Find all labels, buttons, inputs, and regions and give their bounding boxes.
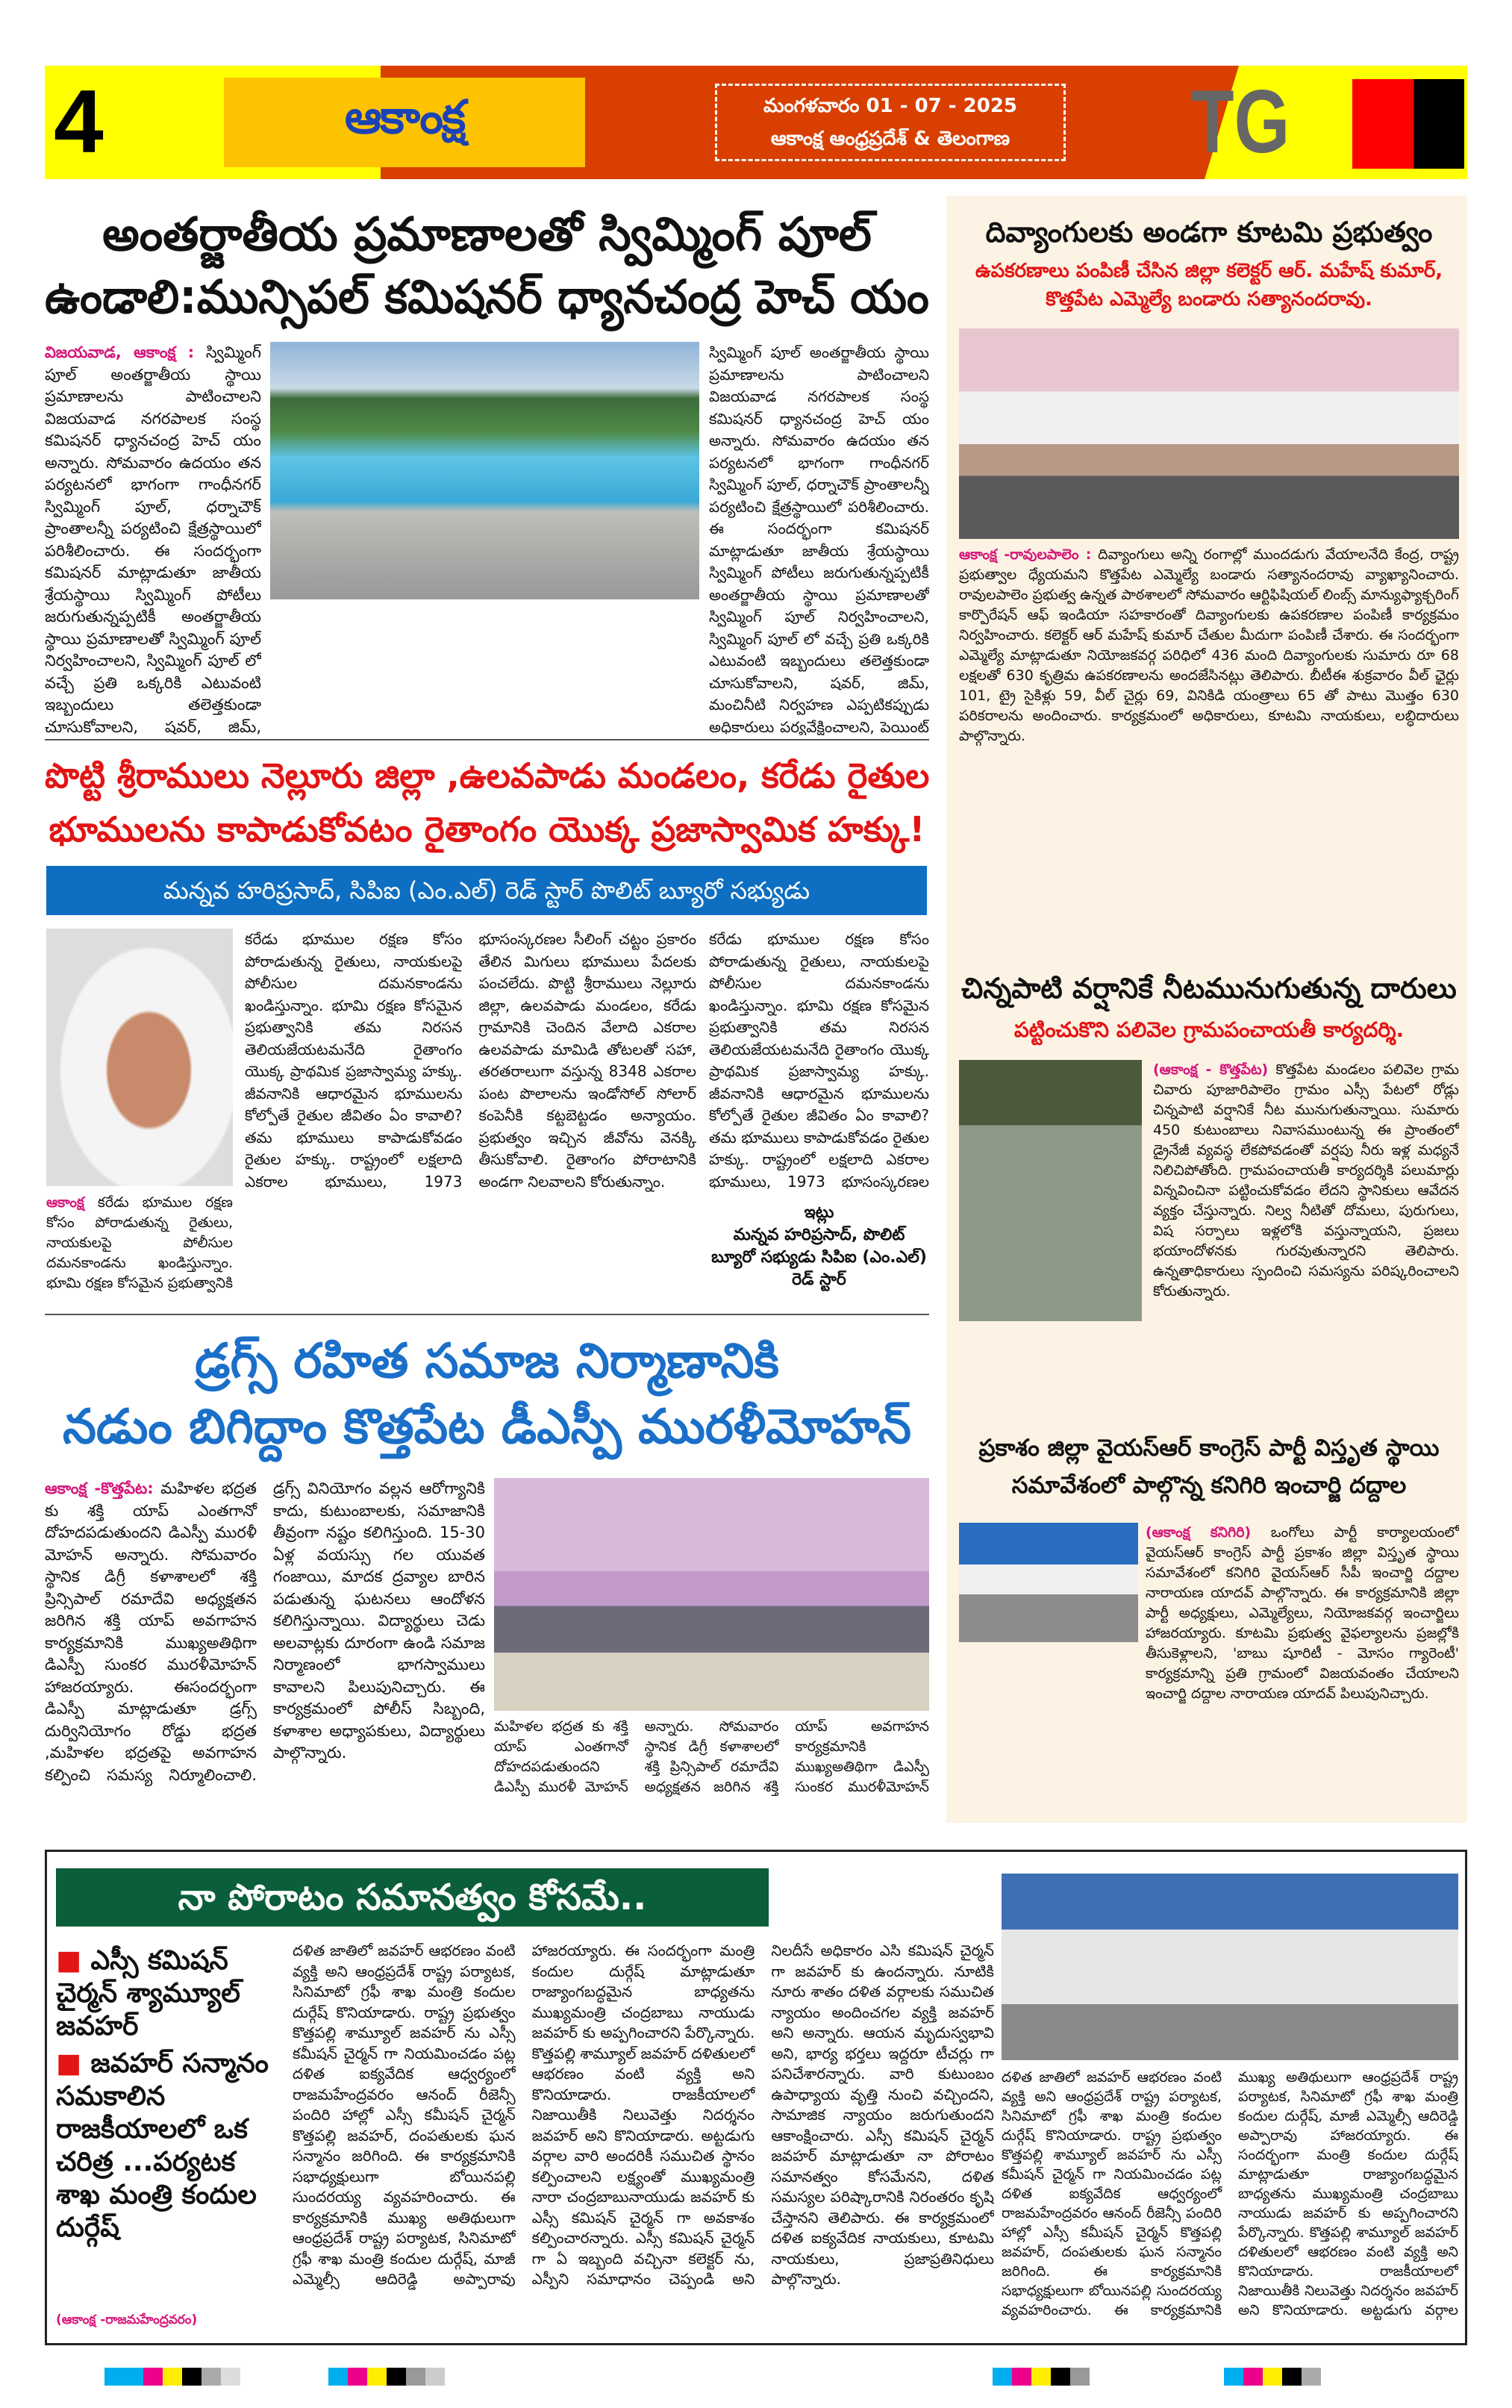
dateline: ఆకాంక్ష -కొత్తపేట: [45,1479,154,1497]
farmers-headline [45,749,929,858]
headline-line: పొట్టి శ్రీరాములు నెల్లూరు జిల్లా ,ఉలవపాడు మండలం, కరేడు రైతుల [45,755,930,796]
farmers-body [245,929,696,1298]
highlights-list [56,1944,280,2245]
swimming-pool-body-col1 [45,342,261,735]
color-registration-strip [1224,2368,1321,2386]
article-text-continued: మహిళల భద్రత కు శక్తి యాప్ ఎంతగానో దోహదపడుతుందని డిఎస్పీ మురళీ మోహన్ అన్నారు. సోమవారం స్థానిక డిగ్రీ కళాశాలలో శక్తి ప్రిన్సిపాల్ రమాదేవి అధ్యక్షతన జరిగిన శక్తి యాప్ అవగాహన కార్యక్రమానికి ముఖ్యఅతిథిగా డిఎస్పీ సుంకర మురళీమోహన్ [494,1718,929,1795]
divider [45,739,929,740]
divyang-subheadline: ఉపకరణాలు పంపిణీ చేసిన జిల్లా కలెక్టర్ ఆర్. మహేష్ కుమార్, కొత్తపేట ఎమ్మెల్యే బండారు సత్యానందరావు. [975,260,1443,311]
dateline: (ఆకాంక్ష - కొత్తపేట) [1153,1061,1269,1078]
farmers-body-continued [709,929,929,1193]
felicitation-photo [1002,1874,1458,2060]
article-text: మహిళల భద్రత కు శక్తి యాప్ ఎంతగానో దోహదపడుతుందని డిఎస్పీ మురళీ మోహన్ అన్నారు. సోమవారం స్థానిక డిగ్రీ కళాశాలలో శక్తి ప్రిన్సిపాల్ రమాదేవి అధ్యక్షతన జరిగిన శక్తి యాప్ అవగాహన కార్యక్రమానికి ముఖ్యఅతిథిగా డిఎస్పీ సుంకర మురళీమోహన్ హాజరయ్యారు. ఈసందర్భంగా డిఎస్పీ మాట్లాడుతూ డ్రగ్స్ దుర్వినియోగం రోడ్డు భద్రత ,మహిళల భద్రతపై అవగాహన కల్పించి సమస్య నిర్మూలించాలి. డ్రగ్స్ వినియోగం వల్లన ఆరోగ్యానికి కాదు, కుటుంబాలకు, సమాజానికి తీవ్రంగా నష్టం కలిగిస్తుంది. 15-30 ఏళ్ల వయస్సు గల యువత గంజాయి, మాదక ద్రవ్యాల బారిన పడుతున్న ఘటనలు ఆందోళన కలిగిస్తున్నాయి. విద్యార్థులు చెడు అలవాట్లకు దూరంగా ఉండి సమాజ నిర్మాణంలో భాగస్వాములు కావాలని పిలుపునిచ్చారు. ఈ కార్యక్రమంలో పోలీస్ సిబ్బంది, కళాశాల అధ్యాపకులు, విద్యార్థులు పాల్గొన్నారు. [45,1479,485,1784]
equality-banner-bar [56,1868,769,1927]
headline-line: భూములను కాపాడుకోవటం రైతాంగం యొక్క ప్రజాస్వామిక హక్కు! [49,809,925,849]
headline-line: నడుం బిగిద్దాం కొత్తపేట డీఎస్పీ మురళీమోహన్ [62,1400,912,1455]
divyang-photo [959,328,1459,539]
farmers-intro [46,1193,233,1294]
page-number: 4 [54,72,104,172]
highlight-item: ■ ఎస్సీ కమిషన్ చైర్మన్ శ్యామ్యూల్ జవహర్ [56,1945,240,2042]
article-text-continued: కరేడు భూముల రక్షణ కోసం పోరాడుతున్న రైతులు, నాయకులపై పోలీసుల దమనకాండను ఖండిస్తున్నాం. భూమి రక్షణ కోసమైన ప్రభుత్వానికి తమ నిరసన తెలియజేయటమనేది రైతాంగం యొక్క ప్రాథమిక ప్రజాస్వామ్య హక్కు. జీవనానికి ఆధారమైన భూములను కోల్పోతే రైతుల జీవితం ఏం కావాలి? తమ భూములు కాపాడుకోవడం రైతుల హక్కు. రాష్ట్రంలో లక్షలాది ఎకరాల భూములు, 1973 భూసంస్కరణల [709,930,929,1191]
dateline: (ఆకాంక్ష -రాజమహేంద్రవరం) [56,2312,198,2327]
signoff-line: ఇట్లు [804,1203,834,1222]
drugs-headline [45,1329,929,1463]
date-box [715,84,1066,161]
author-photo [46,929,233,1186]
article-text: స్విమ్మింగ్ పూల్ అంతర్జాతీయ స్థాయి ప్రమాణాలను పాటించాలని విజయవాడ నగరపాలక సంస్థ కమిషనర్ ధ్యానచంద్ర హెచ్ యం అన్నారు. సోమవారం ఉదయం తన పర్యటనలో భాగంగా గాంధీనగర్ స్విమ్మింగ్ పూల్, ధర్నాచౌక్ ప్రాంతాలన్నీ పర్యటించి క్షేత్రస్థాయిలో పరిశీలించారు. ఈ సందర్భంగా కమిషనర్ మాట్లాడుతూ జాతీయ శ్రేయస్థాయి స్విమ్మింగ్ పోటీలు జరుగుతున్నప్పటికీ అంతర్జాతీయ స్థాయి ప్రమాణాలతో స్విమ్మింగ్ పూల్ నిర్వహించాలని, స్విమ్మింగ్ పూల్ లో వచ్చే ప్రతి ఒక్కరికి ఎటువంటి ఇబ్బందులు తలెత్తకుండా చూసుకోవాలని, షవర్, జిమ్, [45,343,261,735]
byline-bar [46,866,927,915]
byline-text: మన్నవ హరిప్రసాద్, సిపిఐ (ఎం.ఎల్) రెడ్ స్టార్ పొలిట్ బ్యూరో సభ్యుడు [163,876,810,905]
divyang-headline-box [952,213,1466,255]
equality-body-continued [1002,2068,1458,2336]
equality-banner: నా పోరాటం సమానత్వం కోసమే.. [178,1877,647,1918]
drugs-body-continued [494,1717,929,1814]
divyang-headline: దివ్యాంగులకు అండగా కూటమి ప్రభుత్వం [985,216,1433,249]
article-text: కరేడు భూముల రక్షణ కోసం పోరాడుతున్న రైతులు, నాయకులపై పోలీసుల దమనకాండను ఖండిస్తున్నాం. భూమి రక్షణ కోసమైన ప్రభుత్వానికి తమ నిరసన తెలియజేయటమనేది రైతాంగం యొక్క ప్రాథమిక ప్రజాస్వామ్య హక్కు. జీవనానికి ఆధారమైన భూములను కోల్పోతే రైతుల జీవితం ఏం కావాలి? తమ భూములు కాపాడుకోవడం రైతుల హక్కు. రాష్ట్రంలో లక్షలాది ఎకరాల భూములు, 1973 భూసంస్కరణల సీలింగ్ చట్టం ప్రకారం తేలిన మిగులు భూములు పేదలకు పంచలేదు. పొట్టి శ్రీరాములు నెల్లూరు జిల్లా, ఉలవపాడు మండలం, కరేడు గ్రామానికి చెందిన వేలాది ఎకరాల ఉలవపాడు మామిడి తోటలతో సహా, తరతరాలుగా వస్తున్న 8348 ఎకరాల పంట పొలాలను ఇండోసోల్ సోలార్ కంపెనీకి కట్టబెట్టడం అన్యాయం. ప్రభుత్వం ఇచ్చిన జీవోను వెనక్కి తీసుకోవాలి. రైతాంగం పోరాటానికి అండగా నిలవాలని కోరుతున్నాం. [245,930,696,1191]
article-text-continued: స్విమ్మింగ్ పూల్ అంతర్జాతీయ స్థాయి ప్రమాణాలను పాటించాలని విజయవాడ నగరపాలక సంస్థ కమిషనర్ ధ్యానచంద్ర హెచ్ యం అన్నారు. సోమవారం ఉదయం తన పర్యటనలో భాగంగా గాంధీనగర్ స్విమ్మింగ్ పూల్, ధర్నాచౌక్ ప్రాంతాలన్నీ పర్యటించి క్షేత్రస్థాయిలో పరిశీలించారు. ఈ సందర్భంగా కమిషనర్ మాట్లాడుతూ జాతీయ శ్రేయస్థాయి స్విమ్మింగ్ పోటీలు జరుగుతున్నప్పటికీ అంతర్జాతీయ స్థాయి ప్రమాణాలతో స్విమ్మింగ్ పూల్ నిర్వహించాలని, స్విమ్మింగ్ పూల్ లో వచ్చే ప్రతి ఒక్కరికి ఎటువంటి ఇబ్బందులు తలెత్తకుండా చూసుకోవాలని, షవర్, జిమ్, మంచినీటి నిర్వహణ ఎప్పటికప్పుడు అధికారులు పర్యవేక్షించాలని, పెయింట్ [709,343,929,735]
equality-dateline-box [56,2312,280,2330]
signoff-name: మన్నవ హరిప్రసాద్, పొలిట్ బ్యూరో సభ్యుడు సిపిఐ (ఎం.ఎల్) రెడ్ స్టార్ [711,1226,927,1289]
rain-subheadline: పట్టించుకొని పలివెల గ్రామపంచాయతీ కార్యదర్శి. [1013,1017,1405,1042]
headline-line: ఉండాలి:మున్సిపల్ కమిషనర్ ధ్యానచంద్ర హెచ్ యం [45,269,929,324]
article-text: దళిత జాతిలో జవహర్ ఆభరణం వంటి వ్యక్తి అని ఆంధ్రప్రదేశ్ రాష్ట్ర పర్యాటక, సినిమాటో గ్రఫీ శాఖ మంత్రి కందుల దుర్గేష్ కొనియాడారు. రాష్ట్ర ప్రభుత్వం కొత్తపల్లి శామ్యూల్ జవహర్ ను ఎస్సీ కమీషన్ చైర్మన్ గా నియమించడం పట్ల దళిత ఐక్యవేదిక ఆధ్వర్యంలో రాజమహేంద్రవరం ఆనంద్ రీజెన్సీ పందిరి హాల్లో ఎస్సీ కమీషన్ చైర్మన్ కొత్తపల్లి జవహర్, దంపతులకు ఘన సన్మానం జరిగింది. ఈ కార్యక్రమానికి సభాధ్యక్షులుగా బోయినపల్లి సుందరయ్య వ్యవహరించారు. ఈ కార్యక్రమానికి ముఖ్య అతిథులుగా ఆంధ్రప్రదేశ్ రాష్ట్ర పర్యాటక, సినిమాటో గ్రఫీ శాఖ మంత్రి కందుల దుర్గేష్, మాజీ ఎమ్మెల్సీ ఆదిరెడ్డి అప్పారావు హాజరయ్యారు. ఈ సందర్భంగా మంత్రి కందుల దుర్గేష్ మాట్లాడుతూ రాజ్యాంగబద్ధమైన బాధ్యతను ముఖ్యమంత్రి చంద్రబాబు నాయుడు జవహర్ కు అప్పగించారని పేర్కొన్నారు. కొత్తపల్లి శామ్యూల్ జవహర్ దళితులలో ఆభరణం వంటి వ్యక్తి అని కొనియాడారు. రాజకీయాలలో నిజాయితీకి నిలువెత్తు నిదర్శనం జవహర్ అని కొనియాడారు. అట్టడుగు వర్గాల వారి అందరికీ సముచిత స్థానం కల్పించాలని లక్ష్యంతో ముఖ్యమంత్రి నారా చంద్రబాబునాయుడు జవహర్ కు ఎస్సీ కమిషన్ చైర్మన్ గా అవకాశం కల్పించారన్నారు. ఎస్సీ కమిషన్ చైర్మన్ గా ఏ ఇబ్బంది వచ్చినా కలెక్టర్ ను, ఎస్పీని సమాధానం చెప్పండి అని నిలదీసే అధికారం ఎసి కమిషన్ చైర్మన్ గా జవహర్ కు ఉందన్నారు. నూటికి నూరు శాతం దళిత వర్గాలకు సముచిత న్యాయం అందించగల వ్యక్తి జవహర్ అని అన్నారు. ఆయన మృదుస్వభావి అని, భార్య భర్తలు ఇద్దరూ టీచర్లు గా పనిచేశారన్నారు. వారి కుటుంబం ఉపాధ్యాయ వృత్తి నుంచి వచ్చిందని, సామాజిక న్యాయం జరుగుతుందని ఆకాంక్షించారు. ఎస్సీ కమిషన్ చైర్మన్ జవహర్ మాట్లాడుతూ నా పోరాటం సమానత్వం కోసమేనని, దళిత సమస్యల పరిష్కారానికి నిరంతరం కృషి చేస్తానని తెలిపారు. ఈ కార్యక్రమంలో దళిత ఐక్యవేదిక నాయకులు, కూటమి నాయకులు, ప్రజాప్రతినిధులు పాల్గొన్నారు. [293,1941,994,2288]
rain-headline: చిన్నపాటి వర్షానికే నీటమునుగుతున్న దారులు [961,972,1457,1005]
swimming-pool-body-col3 [709,342,929,735]
highlight-item: ■ జవహర్ సన్మానం సమకాలిన రాజకీయాలలో ఒక చరిత్ర ...పర్యటక శాఖ మంత్రి కందుల దుర్గేష్ [56,2048,269,2243]
highlight-text: ఎస్సీ కమిషన్ చైర్మన్ శ్యామ్యూల్ జవహర్ [56,1945,240,2042]
rain-subheadline-box [952,1015,1466,1048]
article-text-continued: దళిత జాతిలో జవహర్ ఆభరణం వంటి వ్యక్తి అని ఆంధ్రప్రదేశ్ రాష్ట్ర పర్యాటక, సినిమాటో గ్రఫీ శాఖ మంత్రి కందుల దుర్గేష్ కొనియాడారు. రాష్ట్ర ప్రభుత్వం కొత్తపల్లి శామ్యూల్ జవహర్ ను ఎస్సీ కమీషన్ చైర్మన్ గా నియమించడం పట్ల దళిత ఐక్యవేదిక ఆధ్వర్యంలో రాజమహేంద్రవరం ఆనంద్ రీజెన్సీ పందిరి హాల్లో ఎస్సీ కమీషన్ చైర్మన్ కొత్తపల్లి జవహర్, దంపతులకు ఘన సన్మానం జరిగింది. ఈ కార్యక్రమానికి సభాధ్యక్షులుగా బోయినపల్లి సుందరయ్య వ్యవహరించారు. ఈ కార్యక్రమానికి ముఖ్య అతిథులుగా ఆంధ్రప్రదేశ్ రాష్ట్ర పర్యాటక, సినిమాటో గ్రఫీ శాఖ మంత్రి కందుల దుర్గేష్, మాజీ ఎమ్మెల్సీ ఆదిరెడ్డి అప్పారావు హాజరయ్యారు. ఈ సందర్భంగా మంత్రి కందుల దుర్గేష్ మాట్లాడుతూ రాజ్యాంగబద్ధమైన బాధ్యతను ముఖ్యమంత్రి చంద్రబాబు నాయుడు జవహర్ కు అప్పగించారని పేర్కొన్నారు. కొత్తపల్లి శామ్యూల్ జవహర్ దళితులలో ఆభరణం వంటి వ్యక్తి అని కొనియాడారు. రాజకీయాలలో నిజాయితీకి నిలువెత్తు నిదర్శనం జవహర్ అని కొనియాడారు. అట్టడుగు వర్గాల [1002,2069,1458,2318]
color-registration-strip [328,2368,445,2386]
divyang-body [959,545,1459,952]
swimming-pool-photo [270,342,699,599]
issue-date: మంగళవారం 01 - 07 - 2025 [763,95,1018,117]
article-text: దివ్యాంగులు అన్ని రంగాల్లో ముందడుగు వేయాలనేది కేంద్ర, రాష్ట్ర ప్రభుత్వాల ధ్యేయమని కొత్తపేట ఎమ్మెల్యే బండారు సత్యానందరావు వ్యాఖ్యానించారు. రావులపాలెం ప్రభుత్వ ఉన్నత పాఠశాలలో సోమవారం ఆర్టిఫిషియల్ లింబ్స్ మాన్యుఫ్యాక్చరింగ్ కార్పొరేషన్ ఆఫ్ ఇండియా సహకారంతో దివ్యాంగులకు ఉపకరణాల పంపిణీ కార్యక్రమం నిర్వహించారు. కలెక్టర్ ఆర్ మహేష్ కుమార్ చేతుల మీదుగా పంపిణీ చేశారు. ఈ సందర్భంగా ఎమ్మెల్యే మాట్లాడుతూ నియోజకవర్గ పరిధిలో 436 మంది దివ్యాంగులకు సుమారు రూ 68 లక్షలతో 630 కృత్రిమ ఉపకరణాలను అందజేసినట్లు తెలిపారు. బీటీఈ శుక్రవారం వీల్ ఛైర్లు 101, ట్రై సైకిళ్లు 59, వీల్ చైర్లు 69, వినికిడి యంత్రాలు 65 తో పాటు మొత్తం 630 పరికరాలను అందించారు. కార్యక్రమంలో అధికారులు, కూటమి నాయకులు, లబ్ధిదారులు పాల్గొన్నారు. [959,546,1459,744]
swimming-pool-headline [45,203,929,334]
color-registration-strip [104,2368,240,2386]
ysrcp-body [1146,1523,1459,1814]
edition-name: ఆకాంక్ష ఆంధ్రప్రదేశ్ & తెలంగాణ [770,128,1010,150]
rain-body [1153,1060,1459,1411]
dateline: (ఆకాంక్ష కనిగిరి) [1146,1524,1252,1541]
dateline: విజయవాడ, ఆకాంక్ష : [45,343,195,361]
rain-headline-box [952,969,1466,1011]
article-text: కరేడు భూముల రక్షణ కోసం పోరాడుతున్న రైతులు, నాయకులపై పోలీసుల దమనకాండను ఖండిస్తున్నాం. భూమి రక్షణ కోసమైన ప్రభుత్వానికి [46,1194,233,1291]
equality-body [293,1941,994,2336]
article-text: ఒంగోలు పార్టీ కార్యాలయంలో వైయస్ఆర్ కాంగ్రెస్ పార్టీ ప్రకాశం జిల్లా విస్తృత స్థాయి సమావేశంలో కనిగిరి వైయస్ఆర్ సీపీ ఇంచార్జి దద్దాల నారాయణ యాదవ్ పాల్గొన్నారు. ఈ కార్యక్రమానికి జిల్లా పార్టీ అధ్యక్షులు, ఎమ్మెల్యేలు, నియోజకవర్గ ఇంచార్జిలు హాజరయ్యారు. కూటమి ప్రభుత్వ వైఫల్యాలను ప్రజల్లోకి తీసుకెళ్లాలని, 'బాబు షూరిటీ - మోసం గ్యారెంటీ' కార్యక్రమాన్ని ప్రతి గ్రామంలో విజయవంతం చేయాలని ఇంచార్జి దద్దాల నారాయణ యాదవ్ పిలుపునిచ్చారు. [1146,1524,1459,1702]
masthead [45,66,1467,179]
drugs-body [45,1478,485,1814]
highlight-text: జవహర్ సన్మానం సమకాలిన రాజకీయాలలో ఒక చరిత్ర ...పర్యటక శాఖ మంత్రి కందుల దుర్గేష్ [56,2048,269,2243]
dateline: ఆకాంక్ష [46,1194,84,1211]
divider [45,1314,929,1315]
newspaper-logo: ఆకాంక్ష [224,78,585,167]
ysrcp-meeting-photo [959,1523,1138,1642]
article-text: కొత్తపేట మండలం పలివెల గ్రామ చివారు పూజారిపాలెం గ్రామం ఎస్సీ పేటలో రోడ్లు చిన్నపాటి వర్షానికే నీట మునుగుతున్నాయి. సుమారు 450 కుటుంబాలు నివాసముంటున్న ఈ ప్రాంతంలో డ్రైనేజీ వ్యవస్థ లేకపోవడంతో వర్షపు నీరు ఇళ్ల మధ్యనే నిలిచిపోతోంది. గ్రామపంచాయతీ కార్యదర్శికి పలుమార్లు విన్నవించినా పట్టించుకోవడం లేదని స్థానికులు ఆవేదన వ్యక్తం చేస్తున్నారు. నిల్వ నీటితో దోమలు, పురుగులు, విష సర్పాలు ఇళ్లలోకి వస్తున్నాయని, ప్రజలు భయాందోళనకు గురవుతున్నారని తెలిపారు. ఉన్నతాధికారులు స్పందించి సమస్యను పరిష్కరించాలని కోరుతున్నారు. [1153,1061,1459,1300]
headline-line: డ్రగ్స్ రహిత సమాజ నిర్మాణానికి [195,1334,779,1389]
color-flag [1352,79,1464,169]
dateline: ఆకాంక్ష -రావులపాలెం : [959,546,1092,563]
police-event-photo [494,1478,929,1711]
color-registration-strip [993,2368,1090,2386]
ysrcp-headline: ప్రకాశం జిల్లా వైయస్ఆర్ కాంగ్రెస్ పార్టీ విస్తృత స్థాయి సమావేశంలో పాల్గొన్న కనిగిరి ఇంచార్జి దద్దాల [978,1435,1440,1499]
flooded-road-photo [959,1060,1142,1321]
headline-line: అంతర్జాతీయ ప్రమాణాలతో స్విమ్మింగ్ పూల్ [102,207,872,261]
signoff [709,1202,929,1310]
edition-code: TG [1190,72,1290,172]
